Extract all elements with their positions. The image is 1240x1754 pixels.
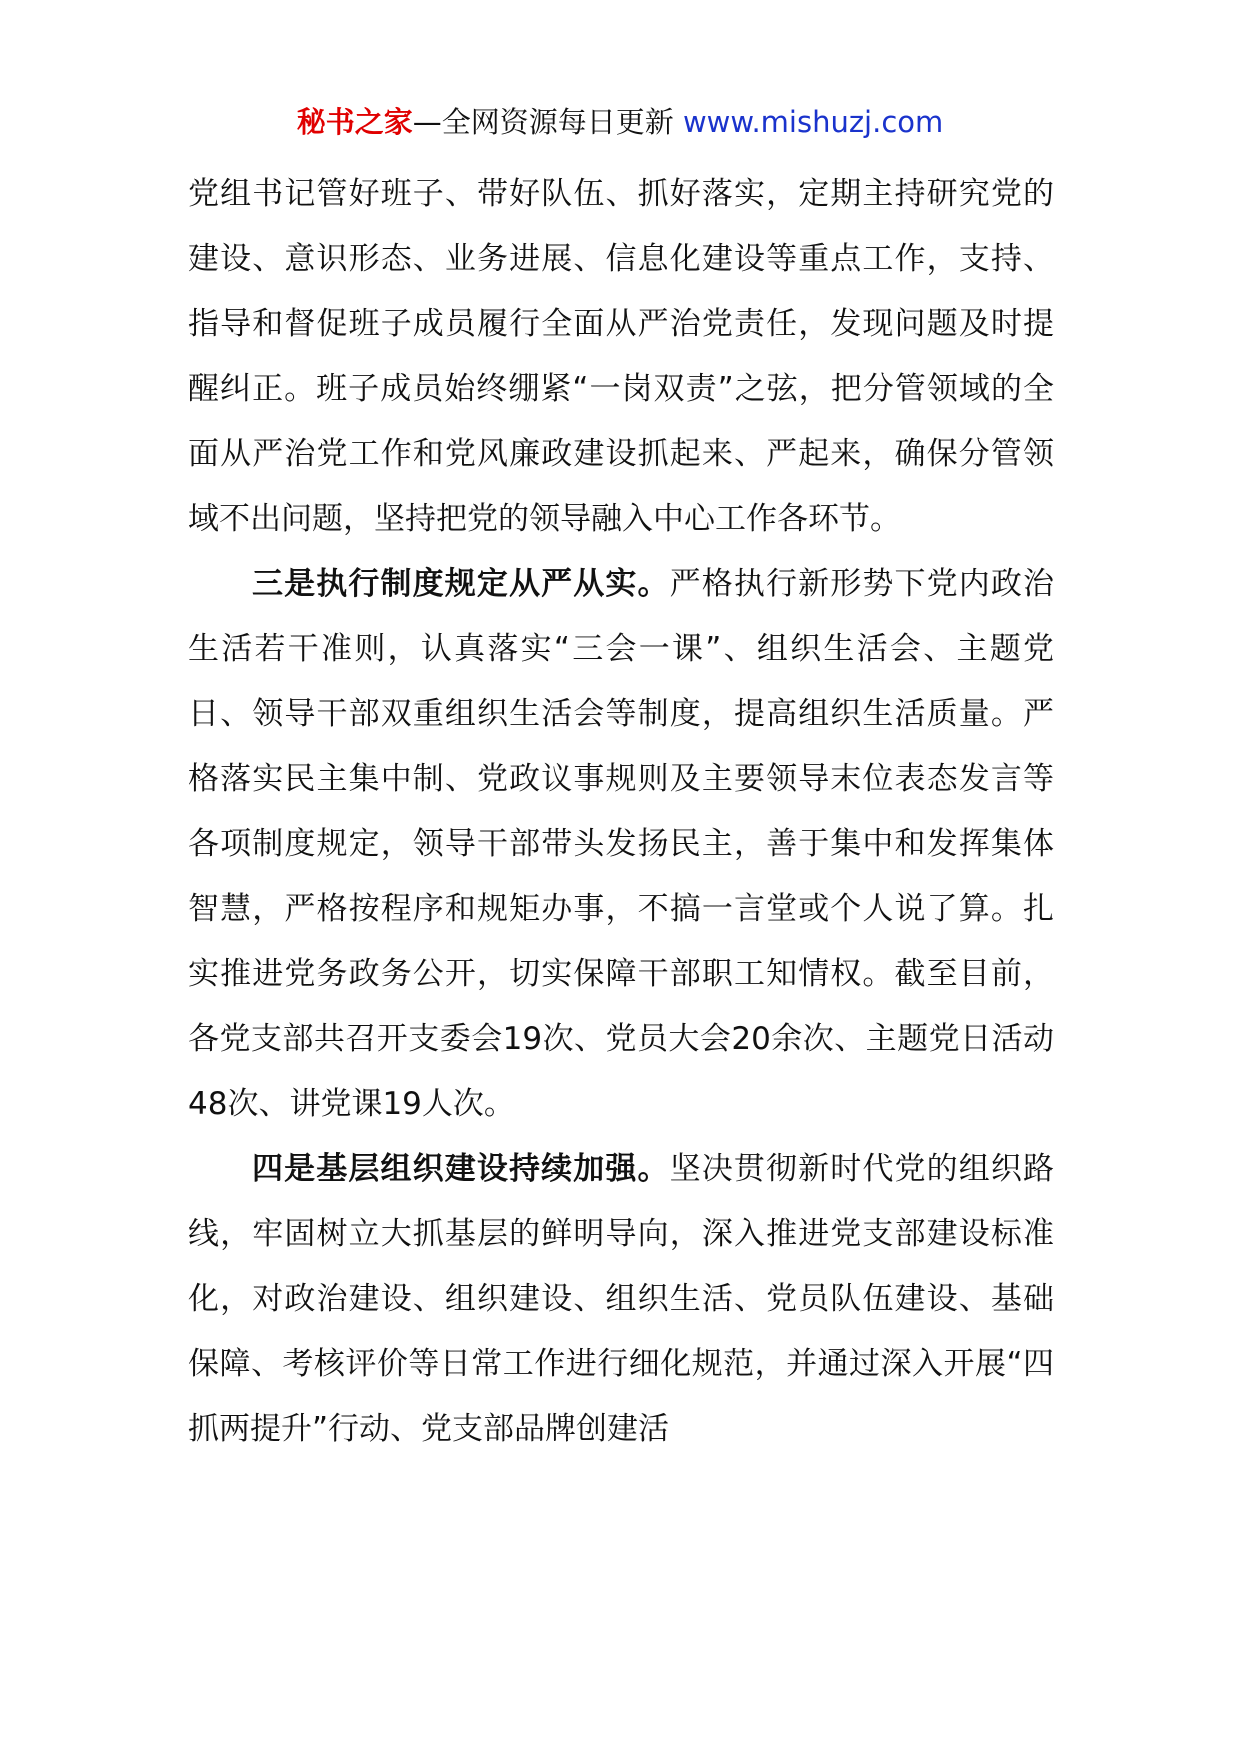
site-brand: 秘书之家 — [296, 105, 413, 139]
paragraph-2-text: 严格执行新形势下党内政治生活若干准则，认真落实“三会一课”、组织生活会、主题党日、领导干部双重组织生活会等制度，提高组织生活质量。严格落实民主集中制、党政议事规则及主要领导末位表态发言等各项制度规定，领导干部带头发扬民主，善于集中和发挥集体智慧，严格按程序和规矩办事，不搞一言堂或个人说了算。扎实推进党务政务公开，切实保障干部职工知情权。截至目前，各党支部共召开支委会19次、党员大会20余次、主题党日活动48次、讲党课19人次。 — [188, 566, 1054, 1122]
paragraph-3 — [188, 1137, 1054, 1462]
paragraph-2 — [188, 552, 1054, 1137]
paragraph-1-text: 党组书记管好班子、带好队伍、抓好落实，定期主持研究党的建设、意识形态、业务进展、信息化建设等重点工作，支持、指导和督促班子成员履行全面从严治党责任，发现问题及时提醒纠正。班子成员始终绷紧“一岗双责”之弦，把分管领域的全面从严治党工作和党风廉政建设抓起来、严起来，确保分管领域不出问题，坚持把党的领导融入中心工作各环节。 — [188, 176, 1054, 537]
site-tagline: —全网资源每日更新 — [412, 105, 674, 139]
paragraph-1 — [188, 162, 1054, 552]
paragraph-3-text: 坚决贯彻新时代党的组织路线，牢固树立大抓基层的鲜明导向，深入推进党支部建设标准化，对政治建设、组织建设、组织生活、党员队伍建设、基础保障、考核评价等日常工作进行细化规范，并通过深入开展“四抓两提升”行动、党支部品牌创建活 — [188, 1151, 1054, 1447]
paragraph-3-heading: 四是基层组织建设持续加强。 — [252, 1151, 670, 1187]
site-header — [0, 100, 1240, 144]
paragraph-2-heading: 三是执行制度规定从严从实。 — [252, 566, 670, 602]
site-url-link[interactable]: www.mishuzj.com — [682, 105, 944, 139]
document-body — [188, 162, 1054, 1462]
